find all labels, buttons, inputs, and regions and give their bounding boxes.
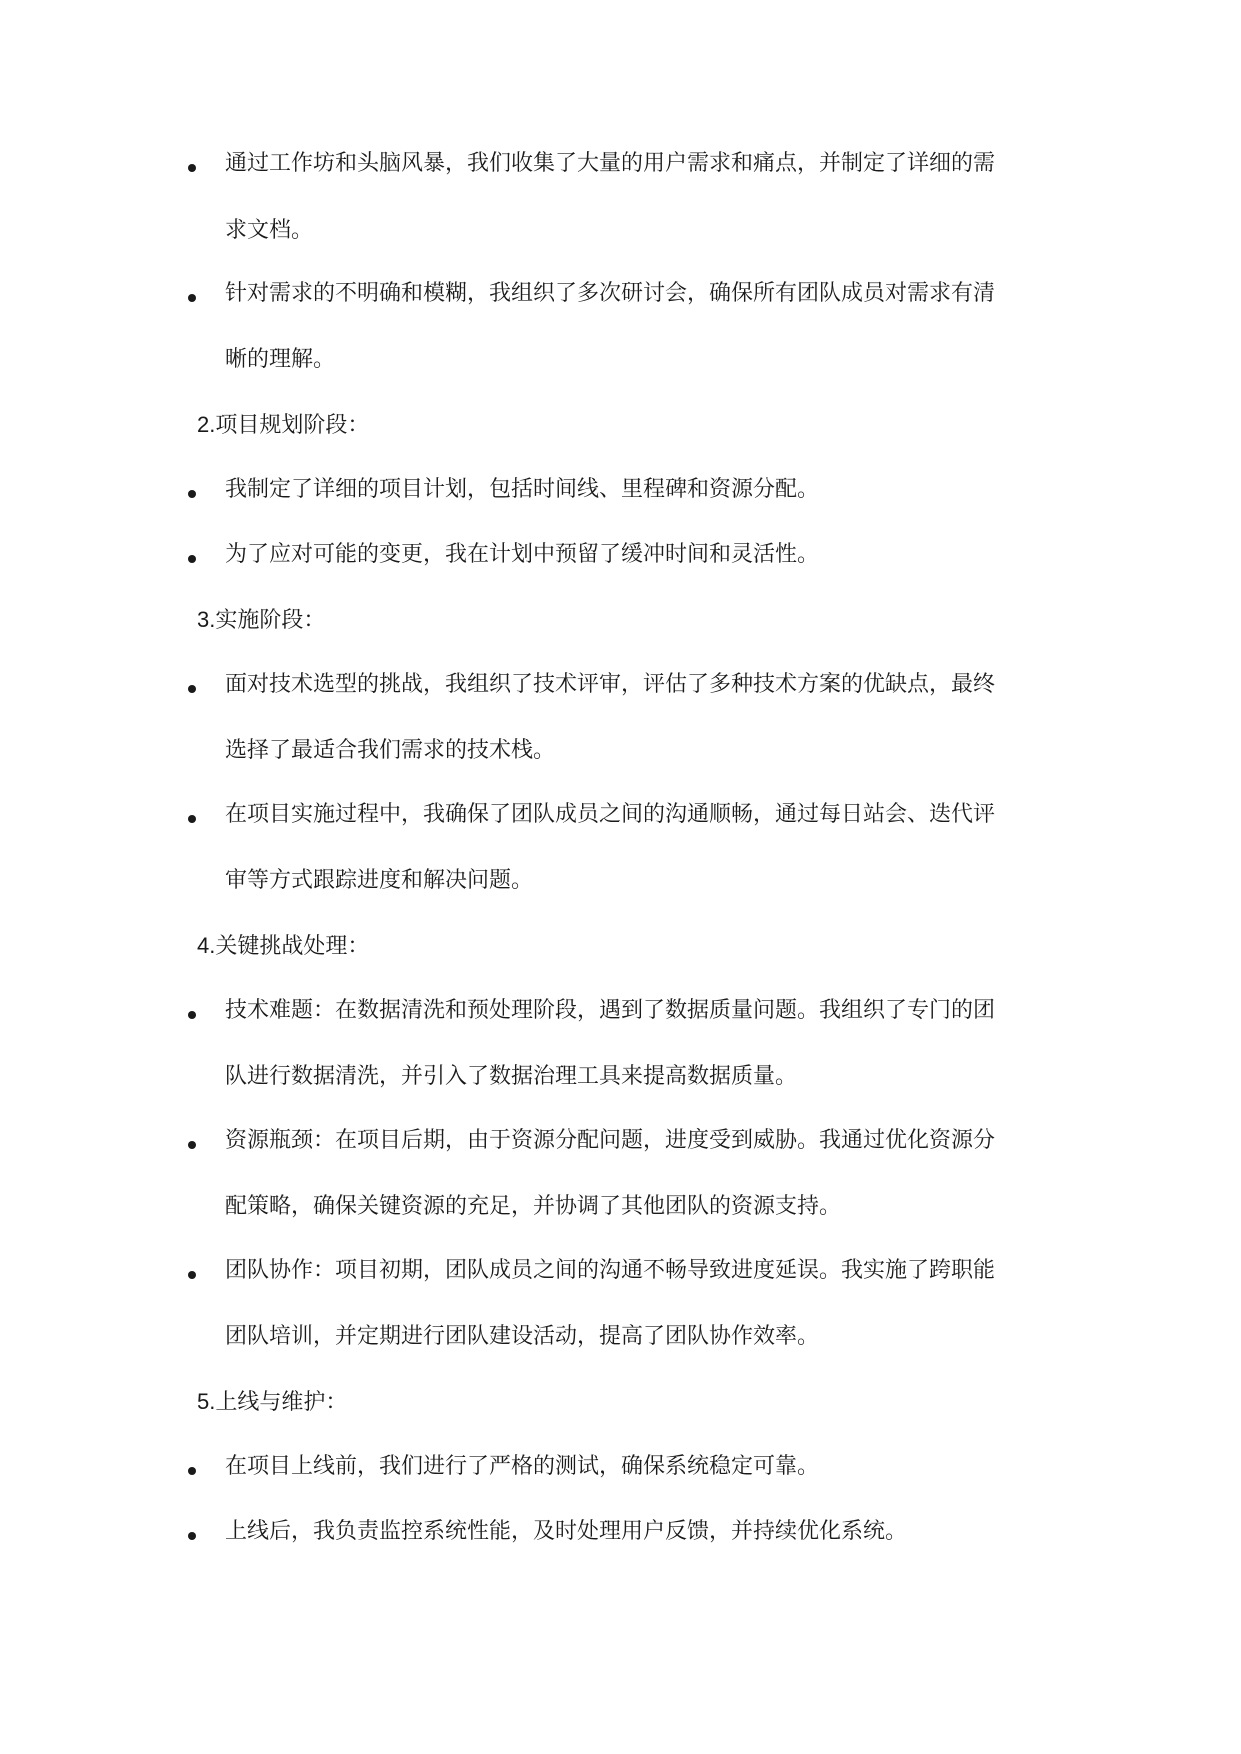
bullet-icon — [188, 815, 196, 823]
bullet-text-line: 为了应对可能的变更，我在计划中预留了缓冲时间和灵活性。 — [225, 542, 820, 567]
bullet-icon — [188, 1141, 196, 1149]
bullet-icon — [188, 1467, 196, 1475]
bullet-text-line: 通过工作坊和头脑风暴，我们收集了大量的用户需求和痛点，并制定了详细的需 — [225, 151, 996, 176]
bullet-text-line: 求文档。 — [225, 218, 314, 243]
bullet-text-line: 我制定了详细的项目计划，包括时间线、里程碑和资源分配。 — [225, 477, 820, 502]
bullet-text-line: 面对技术选型的挑战，我组织了技术评审，评估了多种技术方案的优缺点，最终 — [225, 672, 996, 697]
bullet-text-line: 审等方式跟踪进度和解决问题。 — [225, 868, 534, 893]
bullet-icon — [188, 685, 196, 693]
section-heading: 5.上线与维护： — [197, 1389, 348, 1414]
section-heading: 2.项目规划阶段： — [197, 412, 370, 437]
bullet-text-line: 上线后，我负责监控系统性能，及时处理用户反馈，并持续优化系统。 — [225, 1519, 908, 1544]
bullet-icon — [188, 164, 196, 172]
bullet-text-line: 在项目上线前，我们进行了严格的测试，确保系统稳定可靠。 — [225, 1454, 820, 1479]
bullet-icon — [188, 1532, 196, 1540]
bullet-text-line: 针对需求的不明确和模糊，我组织了多次研讨会，确保所有团队成员对需求有清 — [225, 281, 996, 306]
bullet-text-line: 团队培训，并定期进行团队建设活动，提高了团队协作效率。 — [225, 1324, 820, 1349]
bullet-icon — [188, 1011, 196, 1019]
bullet-text-line: 技术难题：在数据清洗和预处理阶段，遇到了数据质量问题。我组织了专门的团 — [225, 998, 996, 1023]
bullet-text-line: 晰的理解。 — [225, 347, 336, 372]
bullet-text-line: 在项目实施过程中，我确保了团队成员之间的沟通顺畅，通过每日站会、迭代评 — [225, 802, 996, 827]
bullet-text-line: 资源瓶颈：在项目后期，由于资源分配问题，进度受到威胁。我通过优化资源分 — [225, 1128, 996, 1153]
section-heading: 3.实施阶段： — [197, 607, 326, 632]
bullet-text-line: 团队协作：项目初期，团队成员之间的沟通不畅导致进度延误。我实施了跨职能 — [225, 1258, 996, 1283]
bullet-text-line: 选择了最适合我们需求的技术栈。 — [225, 738, 556, 763]
bullet-icon — [188, 555, 196, 563]
section-heading: 4.关键挑战处理： — [197, 933, 370, 958]
bullet-icon — [188, 1271, 196, 1279]
bullet-text-line: 队进行数据清洗，并引入了数据治理工具来提高数据质量。 — [225, 1064, 798, 1089]
bullet-icon — [188, 294, 196, 302]
bullet-text-line: 配策略，确保关键资源的充足，并协调了其他团队的资源支持。 — [225, 1194, 842, 1219]
bullet-icon — [188, 490, 196, 498]
